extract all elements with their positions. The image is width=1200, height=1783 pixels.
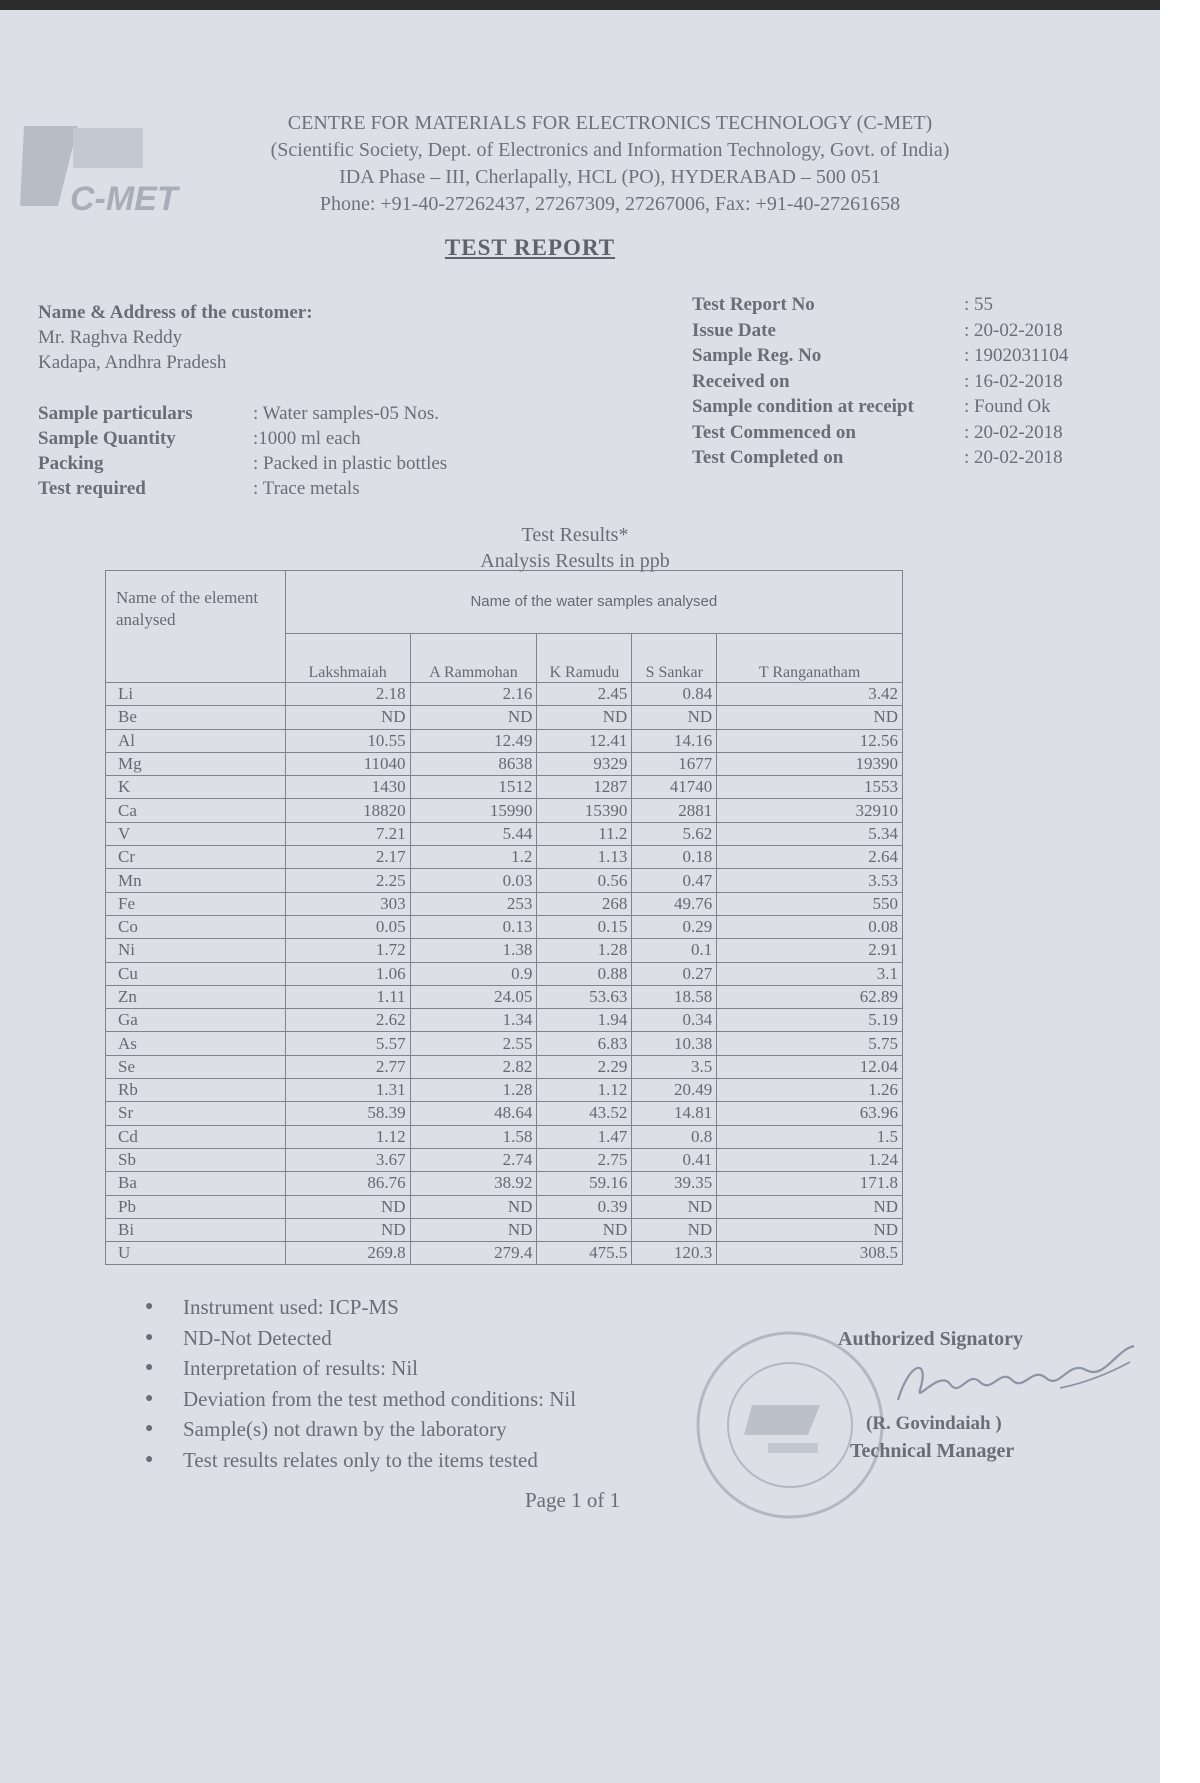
meta-label: Sample Reg. No [692,345,822,366]
value-cell: 63.96 [717,1102,903,1125]
element-cell: Mg [106,752,286,775]
value-cell: 15390 [537,799,632,822]
results-heading [0,522,1150,574]
value-cell: 268 [537,892,632,915]
element-cell: As [106,1032,286,1055]
table-row [106,822,903,845]
value-cell: ND [632,706,717,729]
sample-column-header: Lakshmaiah [285,634,410,683]
value-cell: 38.92 [410,1172,537,1195]
value-cell: ND [632,1195,717,1218]
meta-row [692,318,1104,344]
element-cell: Co [106,915,286,938]
value-cell: 1.47 [537,1125,632,1148]
particular-value: : Packed in plastic bottles [253,453,448,474]
value-cell: 0.08 [717,915,903,938]
particular-value: :1000 ml each [253,428,361,449]
org-affiliation: (Scientific Society, Dept. of Electronics and Information Technology, Govt. of India) [270,139,950,161]
cmet-logo [18,118,178,218]
element-cell: Mn [106,869,286,892]
element-cell: Li [106,683,286,706]
value-cell: 2.74 [410,1148,537,1171]
value-cell: 7.21 [285,822,410,845]
value-cell: ND [717,706,903,729]
value-cell: 0.18 [632,846,717,869]
value-cell: 86.76 [285,1172,410,1195]
sample-column-header: T Ranganatham [717,634,903,683]
element-cell: Sb [106,1148,286,1171]
element-cell: U [106,1242,286,1265]
value-cell: 2.62 [285,1009,410,1032]
bullet-icon: ● [145,1390,154,1406]
table-row [106,1125,903,1148]
results-table [105,570,903,1265]
element-cell: Pb [106,1195,286,1218]
bullet-icon: ● [145,1421,154,1436]
value-cell: 0.47 [632,869,717,892]
value-cell: 2881 [632,799,717,822]
value-cell: 1.12 [537,1079,632,1102]
value-cell: 120.3 [632,1242,717,1265]
value-cell: 0.88 [537,962,632,985]
value-cell: 1.11 [285,985,410,1008]
value-cell: 1.31 [285,1079,410,1102]
element-cell: Al [106,729,286,752]
value-cell: 0.03 [410,869,537,892]
meta-label: Test Commenced on [692,421,856,443]
value-cell: 53.63 [537,985,632,1008]
note-text: Test results relates only to the items tested [183,1447,538,1472]
value-cell: 14.81 [632,1102,717,1125]
table-row [106,706,903,729]
value-cell: 550 [717,892,903,915]
value-cell: 1677 [632,752,717,775]
note-text: ND-Not Detected [183,1325,332,1350]
element-cell: Rb [106,1079,286,1102]
value-cell: 48.64 [410,1102,537,1125]
value-cell: 1.12 [285,1125,410,1148]
note-item [145,1384,576,1415]
value-cell: 1430 [285,776,410,799]
element-cell: Be [106,706,286,729]
meta-value: : 16-02-2018 [964,370,1063,392]
value-cell: 1.72 [285,939,410,962]
value-cell: 1.13 [537,846,632,869]
logo-text: C-MET [70,180,178,218]
value-cell: 1.2 [410,846,537,869]
value-cell: 1.24 [717,1148,903,1171]
value-cell: 5.62 [632,822,717,845]
value-cell: 18.58 [632,985,717,1008]
element-cell: Ni [106,939,286,962]
value-cell: 1.26 [717,1079,903,1102]
value-cell: ND [537,1218,632,1241]
particular-label: Packing [38,453,104,474]
element-cell: Cu [106,962,286,985]
table-row [106,1055,903,1078]
element-cell: V [106,822,286,845]
value-cell: ND [285,706,410,729]
value-cell: 2.77 [285,1055,410,1078]
value-cell: 15990 [410,799,537,822]
sample-column-header: S Sankar [632,634,717,683]
table-row [106,776,903,799]
bullet-icon: ● [145,1360,154,1375]
value-cell: 0.41 [632,1148,717,1171]
value-cell: 171.8 [717,1172,903,1195]
value-cell: 10.55 [285,729,410,752]
value-cell: 0.9 [410,962,537,985]
value-cell: 58.39 [285,1102,410,1125]
particular-row [38,426,447,451]
value-cell: 3.67 [285,1148,410,1171]
table-row [106,1102,903,1125]
note-text: Deviation from the test method conditions: Nil [183,1386,577,1411]
note-item [145,1445,576,1476]
element-cell: Se [106,1055,286,1078]
notes-list [145,1292,576,1475]
value-cell: 11.2 [537,822,632,845]
value-cell: 2.91 [717,939,903,962]
table-row [106,1195,903,1218]
note-item [145,1414,576,1445]
value-cell: 3.1 [717,962,903,985]
value-cell: 62.89 [717,985,903,1008]
customer-label: Name & Address of the customer: [38,302,313,323]
particular-row [38,401,447,426]
value-cell: 279.4 [410,1242,537,1265]
results-subtitle: Analysis Results in ppb [480,550,670,572]
signatory-label: Authorized Signatory [838,1328,1023,1350]
meta-label: Test Report No [692,294,815,315]
meta-value: : Found Ok [964,396,1051,417]
bullet-icon: ● [145,1451,154,1467]
institution-seal-icon [690,1325,890,1525]
element-column-header: Name of the element analysed [106,571,286,683]
value-cell: 0.39 [537,1195,632,1218]
letterhead [150,110,1070,218]
value-cell: 1.28 [537,939,632,962]
table-row [106,1009,903,1032]
value-cell: 3.42 [717,683,903,706]
meta-value: : 20-02-2018 [964,421,1063,443]
element-cell: Ba [106,1172,286,1195]
table-row [106,915,903,938]
report-title: TEST REPORT [444,235,616,260]
customer-name: Mr. Raghva Reddy [38,327,183,348]
meta-row [692,343,1104,369]
value-cell: 24.05 [410,985,537,1008]
element-cell: Fe [106,892,286,915]
particular-row [38,451,447,476]
value-cell: 0.27 [632,962,717,985]
table-row [106,869,903,892]
value-cell: 1287 [537,776,632,799]
table-row [106,1032,903,1055]
table-row [106,1218,903,1241]
table-row [106,1148,903,1171]
value-cell: 303 [285,892,410,915]
value-cell: 5.34 [717,822,903,845]
particular-label: Sample Quantity [38,428,176,449]
value-cell: 0.34 [632,1009,717,1032]
table-row [106,892,903,915]
note-text: Sample(s) not drawn by the laboratory [183,1417,507,1441]
value-cell: 0.15 [537,915,632,938]
note-item [145,1292,576,1323]
value-cell: 1.34 [410,1009,537,1032]
value-cell: 0.05 [285,915,410,938]
value-cell: 20.49 [632,1079,717,1102]
value-cell: 39.35 [632,1172,717,1195]
element-cell: Ga [106,1009,286,1032]
value-cell: 269.8 [285,1242,410,1265]
signatory-title: Technical Manager [850,1440,1015,1462]
value-cell: 1.28 [410,1079,537,1102]
value-cell: 12.56 [717,729,903,752]
value-cell: 8638 [410,752,537,775]
value-cell: 253 [410,892,537,915]
results-table-body [106,571,903,1265]
table-row [106,962,903,985]
value-cell: 2.17 [285,846,410,869]
note-text: Interpretation of results: Nil [183,1356,419,1380]
value-cell: 49.76 [632,892,717,915]
samples-group-header: Name of the water samples analysed [285,571,902,634]
table-row [106,1242,903,1265]
particular-label: Test required [38,478,146,499]
value-cell: 2.25 [285,869,410,892]
value-cell: 2.16 [410,683,537,706]
value-cell: 5.19 [717,1009,903,1032]
value-cell: 1553 [717,776,903,799]
value-cell: 2.64 [717,846,903,869]
sample-column-header: A Rammohan [410,634,537,683]
meta-label: Test Completed on [692,447,844,468]
value-cell: 19390 [717,752,903,775]
bullet-icon: ● [145,1299,154,1314]
element-cell: Sr [106,1102,286,1125]
value-cell: ND [410,706,537,729]
report-page [0,10,1160,1783]
meta-value: : 1902031104 [964,345,1069,366]
value-cell: 9329 [537,752,632,775]
org-name: CENTRE FOR MATERIALS FOR ELECTRONICS TECHNOLOGY (C-MET) [287,112,933,134]
meta-value: : 20-02-2018 [964,447,1063,468]
value-cell: 0.84 [632,683,717,706]
bullet-icon: ● [145,1329,154,1345]
particular-value: : Water samples-05 Nos. [253,403,439,424]
value-cell: 0.1 [632,939,717,962]
particular-value: : Trace metals [253,478,360,499]
org-phone: Phone: +91-40-27262437, 27267309, 27267006, Fax: +91-40-27261658 [319,193,901,215]
results-title: Test Results* [521,524,629,546]
value-cell: ND [717,1218,903,1241]
value-cell: 5.75 [717,1032,903,1055]
value-cell: 10.38 [632,1032,717,1055]
value-cell: 5.44 [410,822,537,845]
value-cell: 43.52 [537,1102,632,1125]
value-cell: 6.83 [537,1032,632,1055]
value-cell: 2.82 [410,1055,537,1078]
meta-row [692,292,1104,318]
meta-row [692,394,1104,420]
value-cell: 1.38 [410,939,537,962]
value-cell: 1.06 [285,962,410,985]
value-cell: 1.5 [717,1125,903,1148]
signatory-name: (R. Govindaiah ) [866,1413,1002,1434]
element-cell: Cr [106,846,286,869]
value-cell: 2.55 [410,1032,537,1055]
value-cell: 3.53 [717,869,903,892]
table-row [106,846,903,869]
value-cell: 12.41 [537,729,632,752]
particular-row [38,476,447,501]
value-cell: ND [717,1195,903,1218]
value-cell: 0.8 [632,1125,717,1148]
value-cell: 2.45 [537,683,632,706]
value-cell: 0.13 [410,915,537,938]
value-cell: 12.49 [410,729,537,752]
table-row [106,1172,903,1195]
meta-label: Sample condition at receipt [692,396,914,417]
meta-row [692,445,1104,471]
signature-icon [890,1340,1140,1420]
value-cell: 59.16 [537,1172,632,1195]
table-row [106,1079,903,1102]
element-cell: Ca [106,799,286,822]
scan-margin [1160,0,1200,1783]
value-cell: ND [537,706,632,729]
table-row [106,939,903,962]
value-cell: 32910 [717,799,903,822]
meta-row [692,369,1104,395]
value-cell: ND [632,1218,717,1241]
value-cell: 1.94 [537,1009,632,1032]
value-cell: 41740 [632,776,717,799]
report-meta [692,292,1104,471]
value-cell: 12.04 [717,1055,903,1078]
value-cell: 2.18 [285,683,410,706]
value-cell: ND [410,1218,537,1241]
table-header-row [106,571,903,634]
value-cell: ND [285,1218,410,1241]
meta-value: : 55 [964,294,994,315]
note-item [145,1353,576,1384]
org-address: IDA Phase – III, Cherlapally, HCL (PO), HYDERABAD – 500 051 [339,166,881,188]
value-cell: 1512 [410,776,537,799]
value-cell: 5.57 [285,1032,410,1055]
element-cell: Zn [106,985,286,1008]
meta-label: Received on [692,370,790,392]
sample-column-header: K Ramudu [537,634,632,683]
value-cell: 2.75 [537,1148,632,1171]
value-cell: 308.5 [717,1242,903,1265]
meta-row [692,420,1104,446]
value-cell: 2.29 [537,1055,632,1078]
value-cell: ND [410,1195,537,1218]
element-cell: K [106,776,286,799]
element-cell: Cd [106,1125,286,1148]
customer-location: Kadapa, Andhra Pradesh [38,352,227,373]
value-cell: 0.29 [632,915,717,938]
table-row [106,752,903,775]
table-row [106,985,903,1008]
table-row [106,683,903,706]
page-number: Page 1 of 1 [525,1488,621,1512]
value-cell: 0.56 [537,869,632,892]
customer-block [38,300,313,375]
table-row [106,729,903,752]
particular-label: Sample particulars [38,403,193,424]
note-item [145,1323,576,1354]
value-cell: 1.58 [410,1125,537,1148]
value-cell: 18820 [285,799,410,822]
note-text: Instrument used: ICP-MS [183,1295,399,1319]
meta-value: : 20-02-2018 [964,319,1063,341]
sample-particulars [38,401,447,501]
element-cell: Bi [106,1218,286,1241]
value-cell: 14.16 [632,729,717,752]
value-cell: ND [285,1195,410,1218]
table-row [106,799,903,822]
meta-label: Issue Date [692,319,776,341]
value-cell: 11040 [285,752,410,775]
value-cell: 3.5 [632,1055,717,1078]
value-cell: 475.5 [537,1242,632,1265]
